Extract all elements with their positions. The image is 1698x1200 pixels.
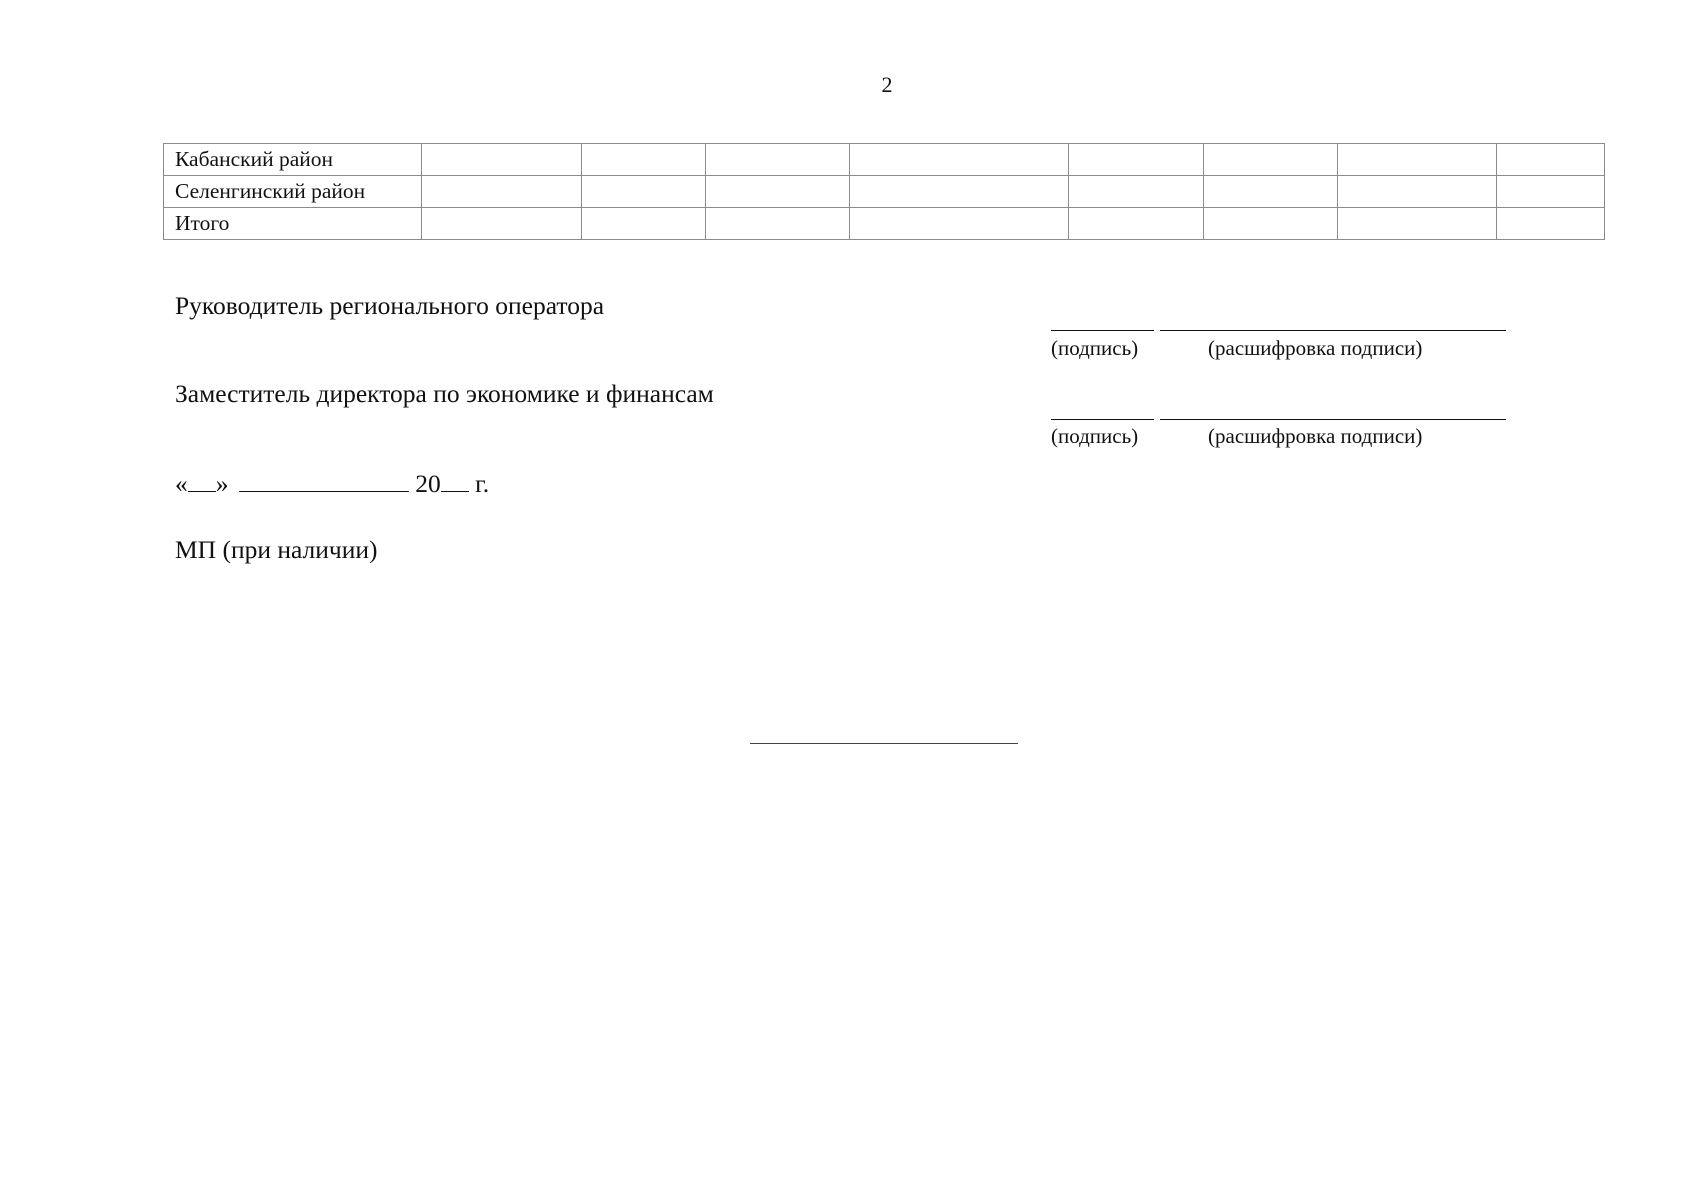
table-cell [706,144,850,176]
district-table [163,143,1605,240]
table-cell [1204,176,1338,208]
table-row [164,208,1605,240]
table-cell [850,176,1069,208]
row-label: Селенгинский район [164,176,422,208]
signatory-title-head: Руководитель регионального оператора [175,291,605,320]
row-label: Итого [164,208,422,240]
table-cell [1338,144,1497,176]
table-cell [706,176,850,208]
signature-decoding-caption: (расшифровка подписи) [1208,424,1423,448]
signature-decoding-line[interactable] [1160,330,1506,331]
table-cell [1069,208,1204,240]
signature-caption: (подпись) [1051,336,1139,360]
table-cell [1204,208,1338,240]
table-cell [582,144,706,176]
date-field [175,469,489,499]
table-cell [582,208,706,240]
table-row [164,144,1605,176]
day-blank[interactable] [188,469,216,492]
signature-decoding-caption: (расшифровка подписи) [1208,336,1423,360]
year-prefix: 20 [415,469,441,498]
table-cell [1069,176,1204,208]
end-divider [750,743,1018,744]
table-row [164,176,1605,208]
signatory-title-deputy: Заместитель директора по экономике и финансам [175,379,714,408]
year-blank[interactable] [441,469,469,492]
row-label: Кабанский район [164,144,422,176]
table-cell [1338,176,1497,208]
signature-line[interactable] [1051,330,1154,331]
table-cell [1338,208,1497,240]
table-cell [850,144,1069,176]
table-cell [1204,144,1338,176]
table-cell [422,208,582,240]
date-open-quote: « [175,469,188,498]
table-cell [706,208,850,240]
date-close-quote: » [215,469,229,498]
month-blank[interactable] [239,469,409,492]
signature-decoding-line[interactable] [1160,419,1506,420]
table-cell [1069,144,1204,176]
table-cell [422,144,582,176]
table-cell [422,176,582,208]
table-cell [850,208,1069,240]
stamp-label: МП (при наличии) [175,535,378,564]
table-cell [1497,208,1605,240]
table-cell [1497,176,1605,208]
table-cell [582,176,706,208]
signature-caption: (подпись) [1051,424,1139,448]
signature-line[interactable] [1051,419,1154,420]
year-suffix: г. [475,469,490,498]
table-cell [1497,144,1605,176]
page-number: 2 [881,72,893,97]
